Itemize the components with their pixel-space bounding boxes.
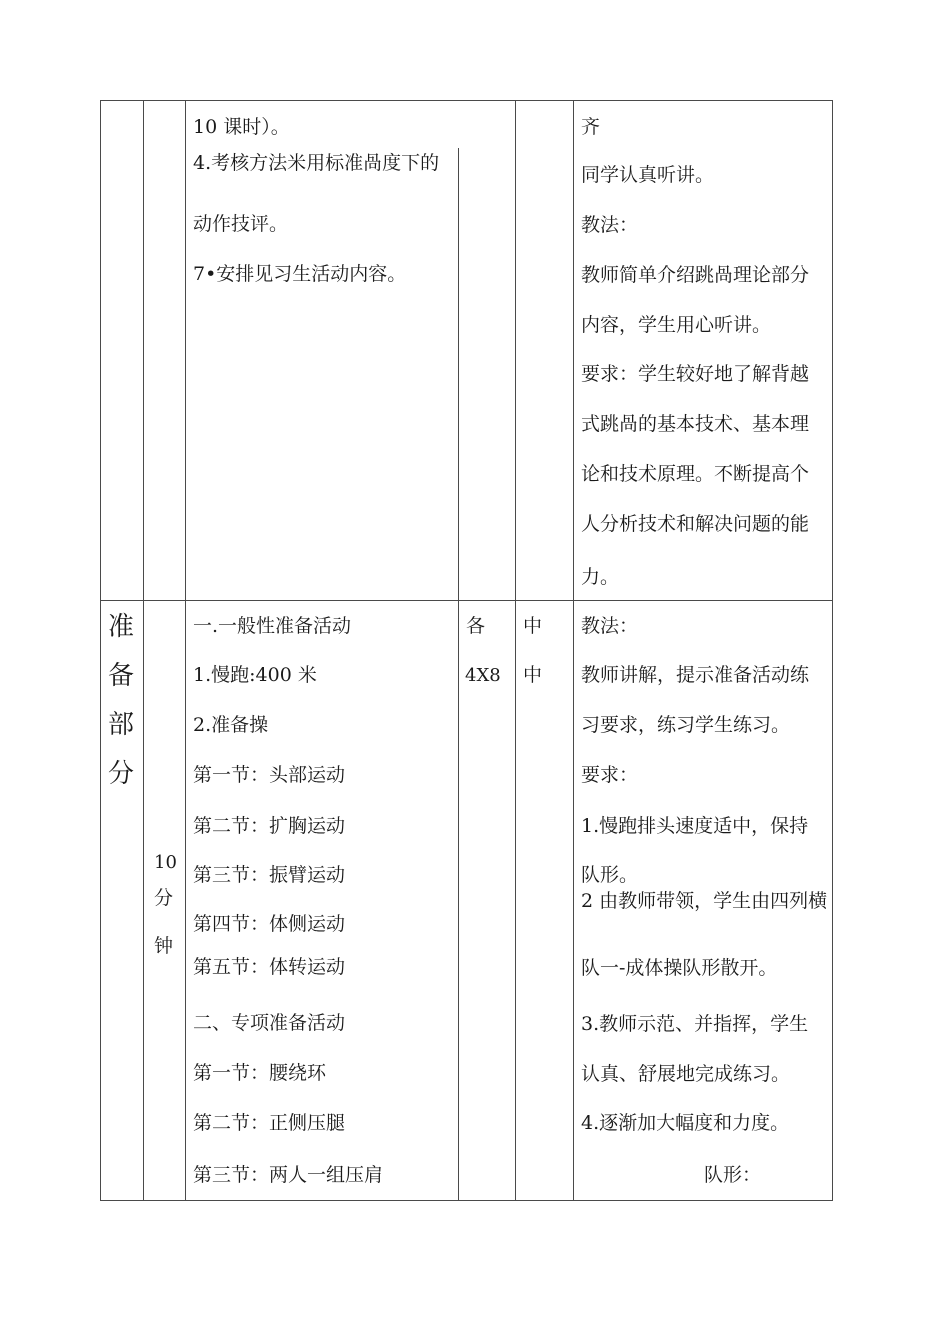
column-divider-2 <box>185 100 186 1201</box>
column-divider-4 <box>515 100 516 1201</box>
method-line: 教法： <box>581 615 639 637</box>
table-bottom-border <box>100 1200 833 1201</box>
content-line: 第四节：体侧运动 <box>193 913 346 935</box>
method-line: 习要求，练习学生练习。 <box>581 714 791 736</box>
method-line: 2 由教师带领，学生由四列横 <box>581 890 828 912</box>
method-line: 4.逐渐加大幅度和力度。 <box>581 1112 790 1134</box>
count-label: 各 <box>466 615 486 637</box>
column-divider-1 <box>143 100 144 1201</box>
content-line: 第一节：头部运动 <box>193 764 346 786</box>
content-line: 1.慢跑:400 米 <box>193 664 317 686</box>
method-line: 认真、舒展地完成练习。 <box>581 1063 791 1085</box>
row-divider <box>100 600 833 601</box>
method-line: 3.教师示范、并指挥，学生 <box>581 1013 809 1035</box>
count-value: 4X8 <box>465 665 501 686</box>
method-line: 队一-成体操队形散开。 <box>581 957 778 979</box>
content-line: 7•安排见习生活动内容。 <box>193 263 407 285</box>
intensity-value: 中 <box>523 664 543 686</box>
content-line: 动作技评。 <box>193 213 289 235</box>
method-line: 要求： <box>581 764 639 786</box>
section-title-char: 部 <box>108 710 135 740</box>
method-line: 齐 <box>581 116 601 138</box>
content-line: 4.考核方法米用标准咼度下的 <box>193 152 440 174</box>
content-line: 一.一般性准备活动 <box>193 615 352 637</box>
content-line: 第一节：腰绕环 <box>193 1062 327 1084</box>
table-top-border <box>100 100 833 101</box>
table-right-border <box>832 100 833 1201</box>
method-line: 式跳咼的基本技术、基本理 <box>581 413 810 435</box>
method-line: 教法： <box>581 214 639 236</box>
content-line: 2.准备操 <box>193 714 269 736</box>
formation-label: 队形： <box>704 1164 762 1186</box>
method-line: 论和技术原理。不断提高个 <box>581 463 810 485</box>
method-line: 力。 <box>581 566 620 588</box>
content-line: 二、专项准备活动 <box>193 1012 346 1034</box>
column-divider-3-partial <box>458 148 459 600</box>
time-unit-char: 钟 <box>154 935 174 957</box>
content-line: 第三节：振臂运动 <box>193 864 346 886</box>
method-line: 人分析技术和解决问题的能 <box>581 513 810 535</box>
method-line: 队形。 <box>581 864 639 886</box>
method-line: 1.慢跑排头速度适中，保持 <box>581 815 809 837</box>
time-value: 10 <box>154 852 177 873</box>
content-line: 第二节：扩胸运动 <box>193 815 346 837</box>
content-line: 第五节：体转运动 <box>193 956 346 978</box>
intensity-value: 中 <box>523 615 543 637</box>
content-line: 第二节：正侧压腿 <box>193 1112 346 1134</box>
section-title-char: 分 <box>108 759 135 789</box>
section-title-char: 备 <box>108 661 135 691</box>
method-line: 要求：学生较好地了解背越 <box>581 363 810 385</box>
column-divider-3 <box>458 600 459 1201</box>
time-unit-char: 分 <box>154 887 174 909</box>
section-title-char: 准 <box>108 612 135 642</box>
content-line: 10 课时）。 <box>193 116 290 138</box>
method-line: 教师讲解，提示准备活动练 <box>581 664 810 686</box>
method-line: 同学认真听讲。 <box>581 164 715 186</box>
method-line: 内容，学生用心听讲。 <box>581 314 772 336</box>
column-divider-5 <box>573 100 574 1201</box>
table-left-border <box>100 100 101 1201</box>
method-line: 教师简单介绍跳咼理论部分 <box>581 264 810 286</box>
content-line: 第三节：两人一组压肩 <box>193 1164 384 1186</box>
